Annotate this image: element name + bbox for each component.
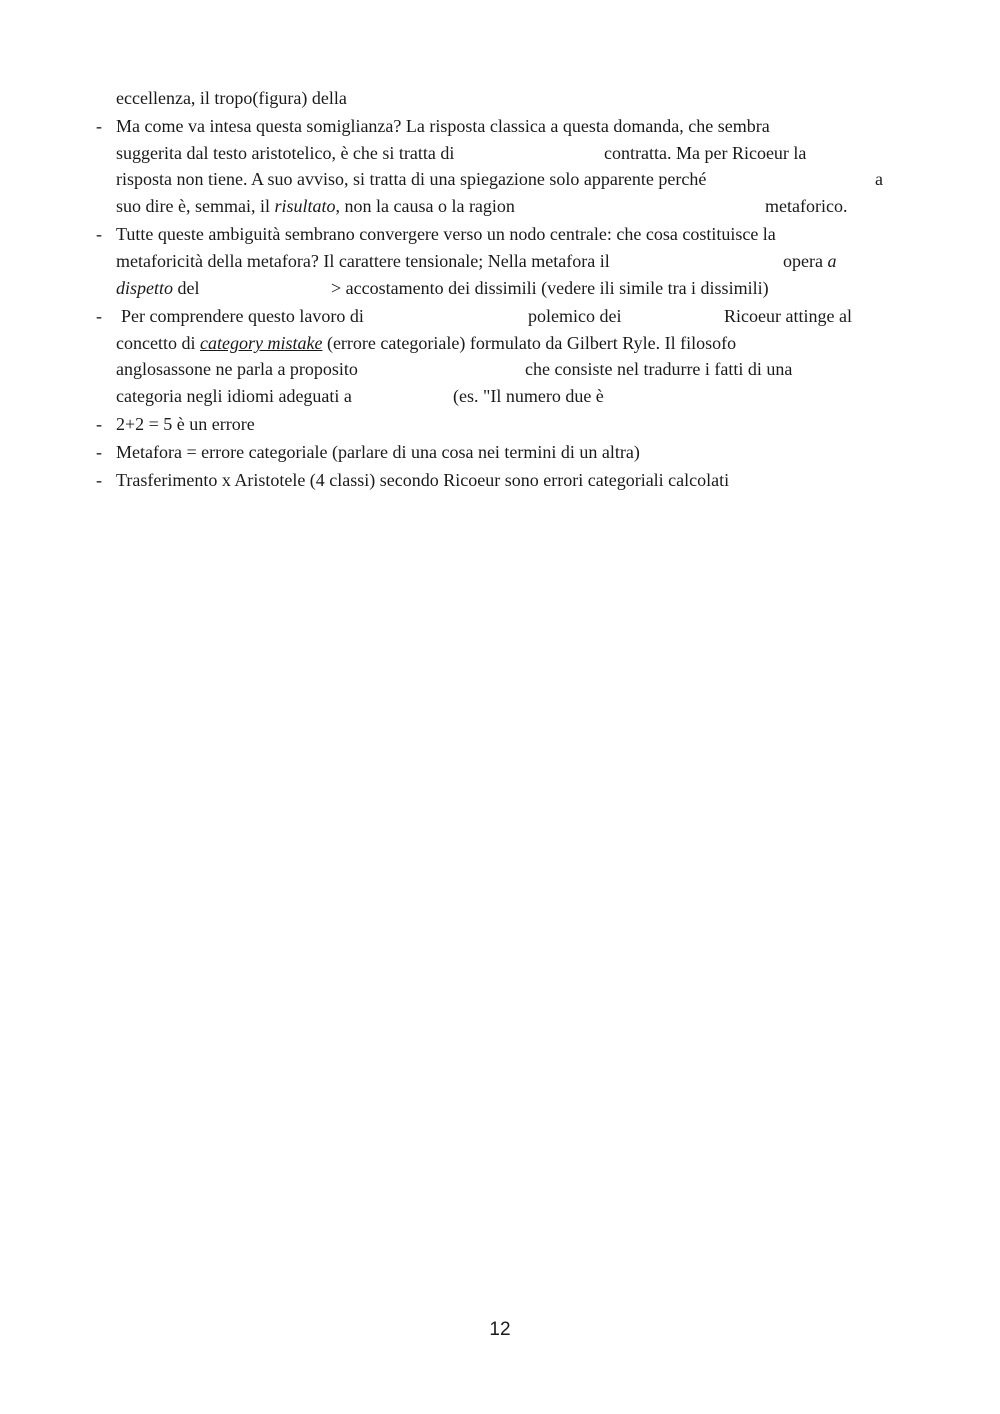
text-segment: Tutte queste ambiguità sembrano convergere verso un nodo centrale: che cosa costituisce la	[116, 224, 776, 244]
bullet-dash: -	[96, 414, 102, 434]
text-segment: risposta non tiene. A suo avviso, si tratta di una spiegazione solo apparente perché	[116, 169, 707, 189]
text-segment: Per comprendere questo lavoro di	[121, 306, 364, 326]
text-line	[116, 222, 776, 246]
text-segment: a	[875, 169, 883, 189]
text-line	[116, 194, 515, 218]
page-number: 12	[489, 1319, 511, 1340]
text-segment: metaforico.	[765, 196, 848, 216]
text-segment: suo dire è, semmai, il	[116, 196, 275, 216]
text-segment: contratta. Ma per Ricoeur la	[604, 143, 807, 163]
text-line	[116, 86, 347, 110]
text-segment: anglosassone ne parla a proposito	[116, 359, 358, 379]
text-line	[116, 276, 200, 300]
text-segment: > accostamento dei dissimili (vedere ili simile tra i dissimili)	[331, 278, 769, 298]
text-line	[116, 249, 610, 273]
text-line	[116, 114, 770, 138]
bullet-dash: -	[96, 224, 102, 244]
text-line	[116, 384, 352, 408]
bullet-dash: -	[96, 470, 102, 490]
text-segment: del	[173, 278, 200, 298]
text-segment: eccellenza, il tropo(figura) della	[116, 88, 347, 108]
text-segment: suggerita dal testo aristotelico, è che si tratta di	[116, 143, 455, 163]
text-segment: polemico dei	[528, 306, 622, 326]
text-segment: (es. "Il numero due è	[453, 386, 604, 406]
category-mistake-term: category mistake	[199, 333, 323, 353]
text-line	[116, 357, 358, 381]
text-line	[116, 440, 640, 464]
italic-text: a	[827, 251, 837, 271]
text-segment: concetto di	[116, 333, 200, 353]
text-segment: , non la causa o la ragion	[335, 196, 515, 216]
text-line	[116, 331, 736, 355]
text-line	[116, 468, 729, 492]
text-segment: metaforicità della metafora? Il carattere tensionale; Nella metafora il	[116, 251, 610, 271]
text-segment: opera	[783, 251, 828, 271]
text-line	[116, 141, 454, 165]
text-line	[116, 412, 255, 436]
text-segment: (errore categoriale) formulato da Gilbert Ryle. Il filosofo	[322, 333, 737, 353]
text-segment: categoria negli idiomi adeguati a	[116, 386, 352, 406]
bullet-dash: -	[96, 442, 102, 462]
text-segment: 2+2 = 5 è un errore	[116, 414, 255, 434]
text-segment: che consiste nel tradurre i fatti di una	[525, 359, 793, 379]
italic-text: dispetto	[116, 278, 173, 298]
text-segment: Ricoeur attinge al	[724, 306, 852, 326]
text-segment: Metafora = errore categoriale (parlare di una cosa nei termini di un altra)	[116, 442, 640, 462]
text-line	[121, 304, 364, 328]
bullet-dash: -	[96, 116, 102, 136]
text-line	[116, 167, 706, 191]
text-segment: Ma come va intesa questa somiglianza? La risposta classica a questa domanda, che sembra	[116, 116, 770, 136]
italic-text: risultato	[274, 196, 336, 216]
bullet-dash: -	[96, 306, 102, 326]
text-segment: Trasferimento x Aristotele (4 classi) secondo Ricoeur sono errori categoriali calcolati	[116, 470, 730, 490]
text-segment	[783, 249, 836, 273]
